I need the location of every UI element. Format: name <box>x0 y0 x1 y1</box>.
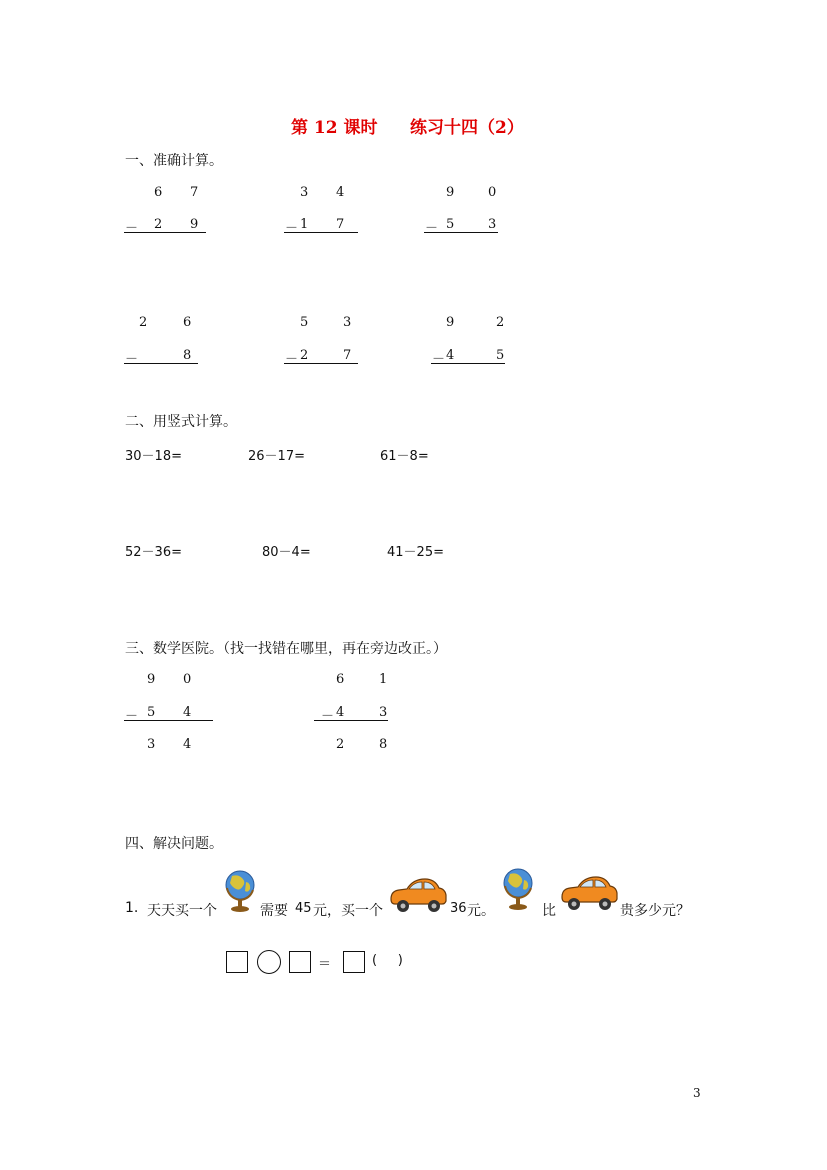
digit: 4 <box>183 737 192 752</box>
digit: 9 <box>147 672 156 687</box>
answer-box[interactable] <box>289 951 311 973</box>
digit: 2 <box>300 348 309 363</box>
digit: 1 <box>379 672 388 687</box>
digit: 6 <box>183 315 192 330</box>
equation: 52－36= <box>125 545 182 560</box>
price-value: 45 <box>295 901 312 916</box>
digit: 9 <box>190 217 199 232</box>
digit: 4 <box>336 185 345 200</box>
minus-sign: － <box>321 709 335 724</box>
digit: 8 <box>379 737 388 752</box>
digit: 8 <box>183 348 192 363</box>
unit-parentheses: ( ) <box>372 953 403 968</box>
digit: 3 <box>488 217 497 232</box>
equation: 30－18= <box>125 449 182 464</box>
digit: 5 <box>446 217 455 232</box>
section2-heading: 二、用竖式计算。 <box>125 414 237 430</box>
car-icon <box>558 873 620 913</box>
equation: 80－4= <box>262 545 311 560</box>
minus-sign: － <box>425 221 439 236</box>
page-number: 3 <box>693 1086 701 1100</box>
page-title: 练习十四（2） <box>410 118 524 138</box>
operator-circle[interactable] <box>257 950 281 974</box>
globe-icon <box>500 866 536 912</box>
answer-line <box>284 232 358 233</box>
digit: 5 <box>147 705 156 720</box>
question-text: 需要 <box>260 903 288 919</box>
minus-sign: － <box>125 709 139 724</box>
answer-box[interactable] <box>343 951 365 973</box>
digit: 7 <box>343 348 352 363</box>
equation: 26－17= <box>248 449 305 464</box>
digit: 9 <box>446 315 455 330</box>
digit: 3 <box>379 705 388 720</box>
minus-sign: － <box>125 221 139 236</box>
equation: 61－8= <box>380 449 429 464</box>
digit: 2 <box>496 315 505 330</box>
answer-line <box>284 363 358 364</box>
digit: 6 <box>154 185 163 200</box>
answer-line <box>431 363 505 364</box>
digit: 4 <box>446 348 455 363</box>
digit: 2 <box>336 737 345 752</box>
minus-sign: － <box>285 221 299 236</box>
question-number: 1. <box>125 900 139 916</box>
question-text: 元。 <box>467 903 495 919</box>
answer-box[interactable] <box>226 951 248 973</box>
answer-line <box>124 363 198 364</box>
digit: 2 <box>139 315 148 330</box>
section1-heading: 一、准确计算。 <box>125 153 223 169</box>
digit: 5 <box>496 348 505 363</box>
question-text: 贵多少元？ <box>620 903 690 919</box>
section4-heading: 四、解决问题。 <box>125 836 223 852</box>
question-text: 天天买一个 <box>147 903 217 919</box>
digit: 2 <box>154 217 163 232</box>
digit: 7 <box>336 217 345 232</box>
digit: 5 <box>300 315 309 330</box>
digit: 4 <box>336 705 345 720</box>
digit: 3 <box>300 185 309 200</box>
digit: 6 <box>336 672 345 687</box>
equals-sign: ＝ <box>318 957 332 972</box>
equation: 41－25= <box>387 545 444 560</box>
price-value: 36 <box>450 901 467 916</box>
minus-sign: － <box>432 352 446 367</box>
digit: 0 <box>183 672 192 687</box>
globe-icon <box>222 868 258 914</box>
digit: 7 <box>190 185 199 200</box>
digit: 9 <box>446 185 455 200</box>
minus-sign: － <box>125 352 139 367</box>
lesson-number: 第 12 课时 <box>291 118 378 138</box>
digit: 1 <box>300 217 309 232</box>
digit: 3 <box>147 737 156 752</box>
question-text: 元，买一个 <box>313 903 383 919</box>
answer-line <box>124 232 206 233</box>
car-icon <box>387 875 449 915</box>
digit: 0 <box>488 185 497 200</box>
digit: 4 <box>183 705 192 720</box>
digit: 3 <box>343 315 352 330</box>
answer-line <box>124 720 213 721</box>
answer-line <box>314 720 388 721</box>
answer-line <box>424 232 498 233</box>
section3-heading: 三、数学医院。（找一找错在哪里，再在旁边改正。） <box>125 641 447 657</box>
minus-sign: － <box>285 352 299 367</box>
question-text: 比 <box>542 903 556 919</box>
